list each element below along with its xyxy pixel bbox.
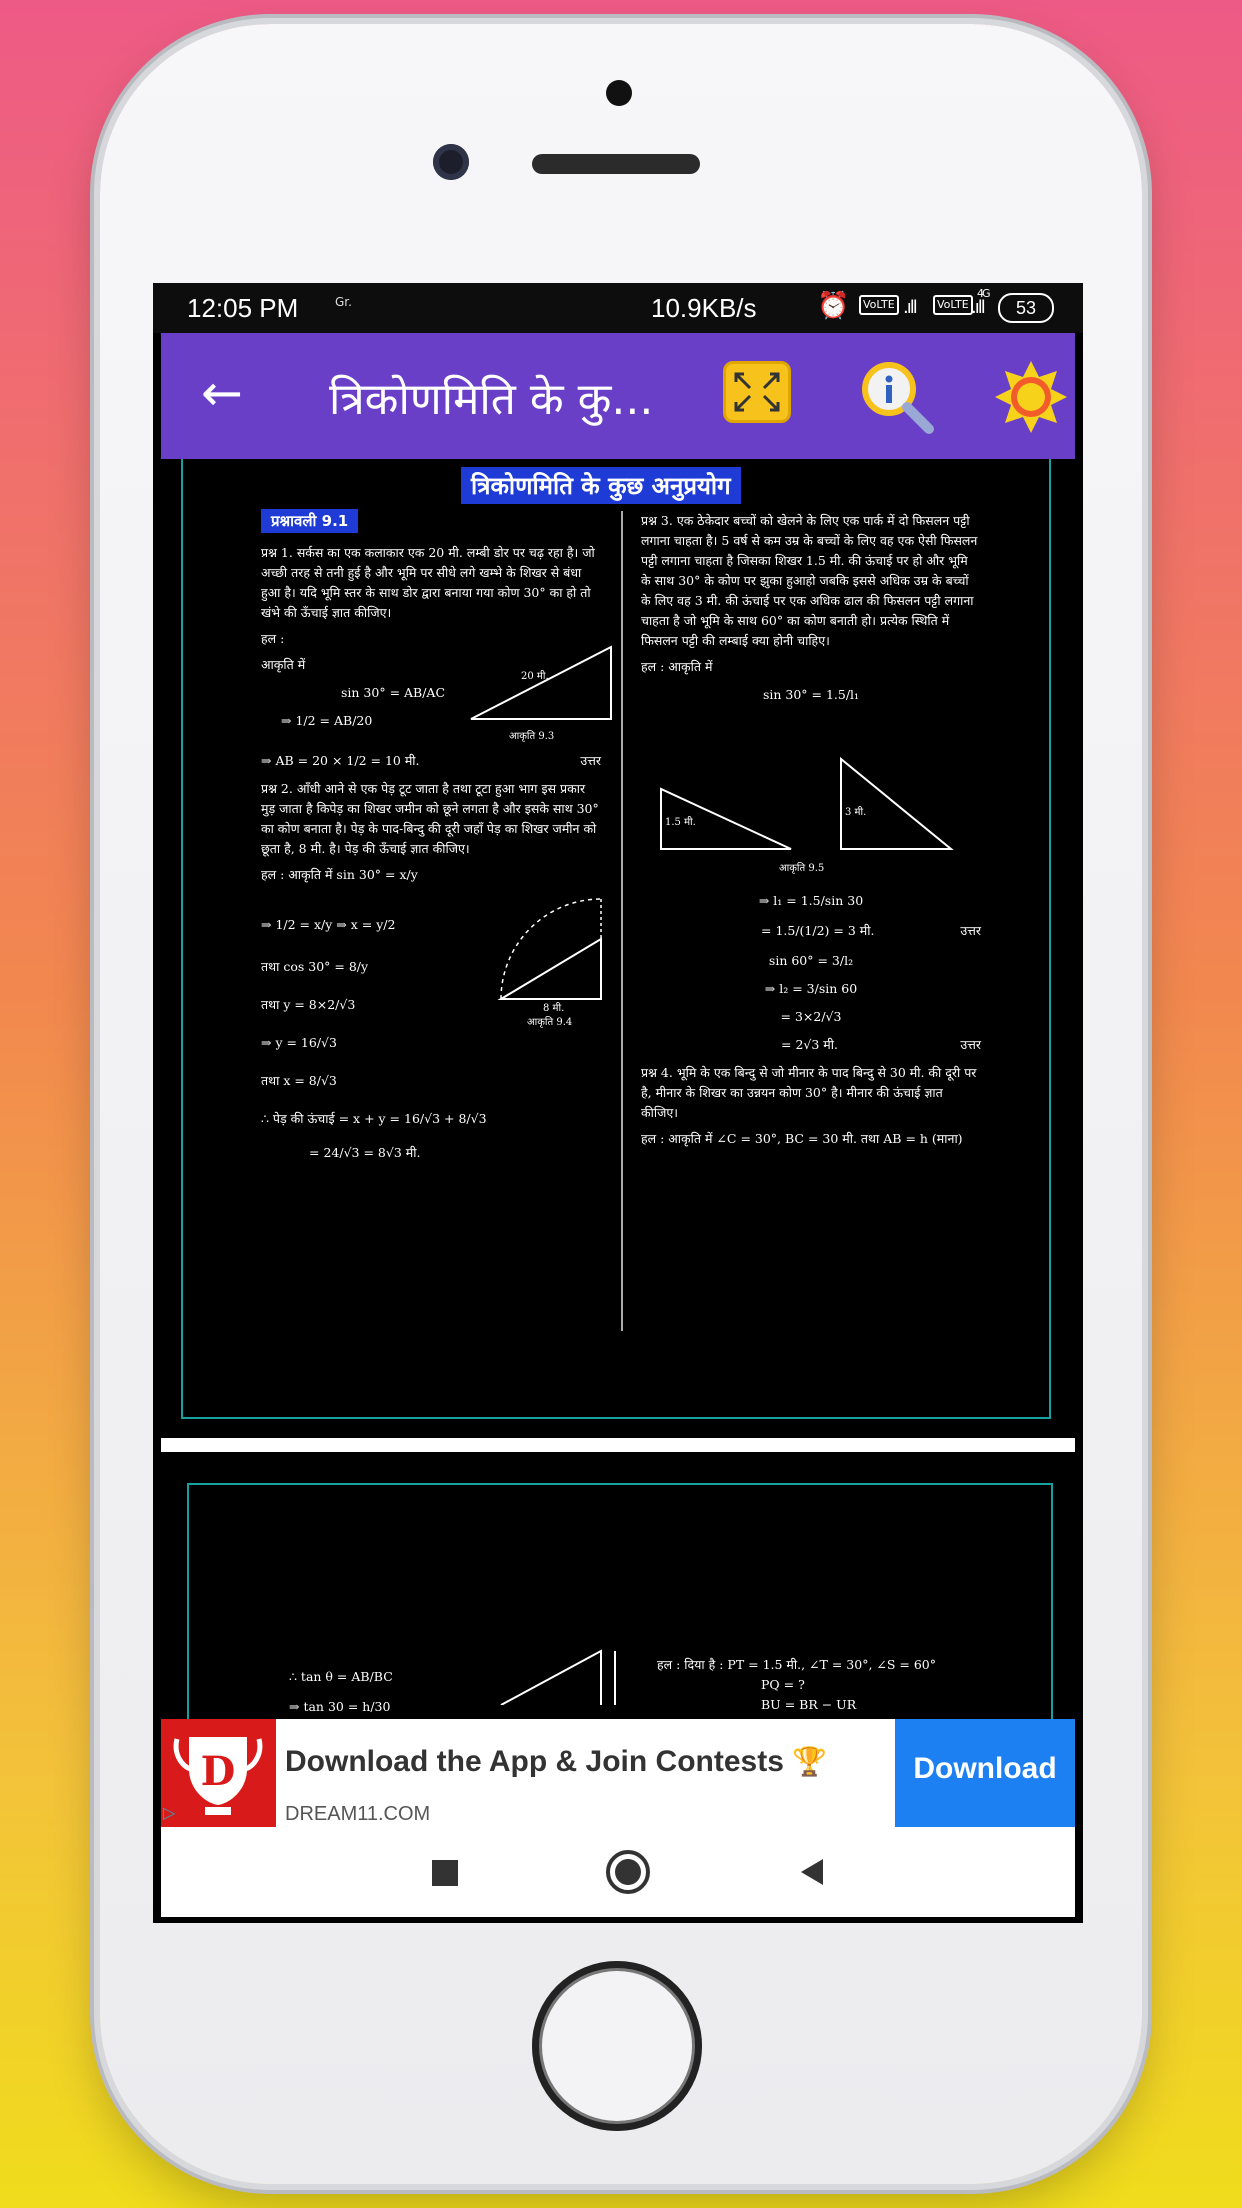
network-speed: 10.9KB/s xyxy=(651,293,757,323)
app-bar xyxy=(161,333,1075,459)
question-3: प्रश्न 3. एक ठेकेदार बच्चों को खेलने के लिए एक पार्क में दो फिसलन पट्टी लगाना चाहता है। 5 वर्ष से कम उम्र के बच्चों के लिए वह एक ऐसी फिसलन पट्टी लगाना चाहता है जिसका शिखर 1.5 मी. की ऊंचाई पर हो और भूमि के साथ 30° के कोण पर झुका हुआहो जबकि इससे अधिक उम्र के बच्चों के लिए वह 3 मी. की ऊंचाई पर एक अधिक ढाल की फिसलन पट्टी लगाना चाहता है जो भूमि के साथ 60° का कोण बनाती हो। प्रत्येक स्थिति में फिसलन पट्टी की लम्बाई क्या होनी चाहिए। xyxy=(641,513,978,648)
status-bar xyxy=(153,283,1083,333)
equation xyxy=(641,1035,981,1055)
equation: sin 30° = AB/AC xyxy=(341,685,446,700)
equation: = 24/√3 = 8√3 मी. xyxy=(309,1145,421,1160)
ad-headline-text: Download the App & Join Contests xyxy=(285,1745,784,1778)
device-screen xyxy=(153,283,1083,1923)
figure-9-3 xyxy=(461,639,621,749)
exercise-heading: प्रश्नावली 9.1 xyxy=(261,509,358,533)
solution-text: हल : आकृति में ∠C = 30°, BC = 30 मी. तथा AB = h (माना) xyxy=(641,1131,963,1146)
adchoices-icon[interactable]: ▷ xyxy=(163,1803,176,1822)
answer-label: उत्तर xyxy=(580,753,601,768)
signal-icon-2: .ıll xyxy=(971,297,984,318)
info-search-icon[interactable] xyxy=(857,359,939,435)
equation xyxy=(261,751,601,771)
ad-domain: DREAM11.COM xyxy=(285,1803,431,1825)
equation: ∴ पेड़ की ऊंचाई = x + y = 16/√3 + 8/√3 xyxy=(261,1111,487,1126)
equation: तथा y = 8×2/√3 xyxy=(261,997,356,1012)
expand-icon[interactable] xyxy=(723,361,791,423)
fig93-caption: आकृति 9.3 xyxy=(509,731,555,742)
equation: PQ = ? xyxy=(761,1677,805,1692)
solution-text: हल : आकृति में sin 30° = x/y xyxy=(261,867,418,882)
equation-text: = 2√3 मी. xyxy=(781,1037,838,1052)
solution-text: हल : आकृति में xyxy=(641,659,713,674)
network-indicator: Gr. xyxy=(335,295,352,309)
chapter-title: त्रिकोणमिति के कुछ अनुप्रयोग xyxy=(461,467,741,504)
circle-home-icon[interactable] xyxy=(603,1847,653,1897)
equation: ⇒ 1/2 = x/y ⇒ x = y/2 xyxy=(261,917,396,932)
fig93-hyp-label: 20 मी. xyxy=(521,671,549,682)
front-camera xyxy=(433,144,469,180)
logo-letter: D xyxy=(200,1748,236,1795)
equation: ∴ tan θ = AB/BC xyxy=(289,1669,393,1684)
equation: तथा x = 8/√3 xyxy=(261,1073,337,1088)
equation: = 3×2/√3 xyxy=(780,1009,842,1024)
volte-badge-2: VoLTE xyxy=(933,295,973,315)
solution-label: हल : xyxy=(261,631,285,646)
ad-banner[interactable] xyxy=(161,1719,1075,1827)
sensor-dot xyxy=(606,80,632,106)
equation: ⇒ y = 16/√3 xyxy=(261,1035,337,1050)
trophy-icon: 🏆 xyxy=(792,1746,828,1777)
document-viewer[interactable] xyxy=(161,459,1075,1719)
home-hardware-button[interactable] xyxy=(532,1961,702,2131)
net-type: 4G xyxy=(977,287,989,300)
question-2: प्रश्न 2. आँधी आने से एक पेड़ टूट जाता है तथा टूटा हुआ भाग इस प्रकार मुड़ जाता है किपेड़ का शिखर जमीन को छूने लगता है और इसके साथ 30° का कोण बनाता है। पेड़ के पाद-बिन्दु की दूरी जहाँ पेड़ का शिखर जमीन को छूता है, 8 मी. है। पेड़ की ऊँचाई ज्ञात कीजिए। xyxy=(261,781,599,856)
page-title: त्रिकोणमिति के कु... xyxy=(329,374,654,425)
solution-text: हल : दिया है : PT = 1.5 मी., ∠T = 30°, ∠S = 60° xyxy=(657,1657,937,1672)
equation: ⇒ l₂ = 3/sin 60 xyxy=(764,981,858,996)
battery-indicator: 53 xyxy=(998,293,1054,323)
answer-label: उत्तर xyxy=(960,923,981,938)
page2-figure xyxy=(491,1645,621,1705)
figure-9-4 xyxy=(481,879,631,1029)
equation: ⇒ 1/2 = AB/20 xyxy=(281,713,373,728)
question-4: प्रश्न 4. भूमि के एक बिन्दु से जो मीनार के पाद बिन्दु से 30 मी. की दूरी पर है, मीनार के शिखर का उन्नयन कोण 30° है। मीनार की ऊंचाई ज्ञात कीजिए। xyxy=(641,1065,977,1120)
equation: BU = BR − UR xyxy=(761,1697,857,1712)
answer-label: उत्तर xyxy=(960,1037,981,1052)
signal-icon-1: .ıll xyxy=(903,297,916,318)
equation: तथा cos 30° = 8/y xyxy=(261,959,369,974)
equation xyxy=(641,921,981,941)
arrow-left-icon[interactable]: ← xyxy=(201,364,243,422)
figure-ref: आकृति में xyxy=(261,657,306,672)
page-separator xyxy=(161,1438,1075,1452)
left-column xyxy=(261,543,601,1171)
status-time: 12:05 PM xyxy=(187,293,299,323)
system-nav-bar xyxy=(161,1827,1075,1917)
fig95-h2-label: 3 मी. xyxy=(845,807,867,818)
equation: ⇒ tan 30 = h/30 xyxy=(289,1699,391,1714)
equation-text: = 1.5/(1/2) = 3 मी. xyxy=(761,923,875,938)
triangle-back-icon[interactable] xyxy=(787,1847,837,1897)
square-icon[interactable] xyxy=(419,1847,469,1897)
figure-9-5 xyxy=(651,749,981,879)
ad-headline xyxy=(285,1745,827,1779)
question-1: प्रश्न 1. सर्कस का एक कलाकार एक 20 मी. लम्बी डोर पर चढ़ रहा है। जो अच्छी तरह से तनी हुई है और भूमि पर सीधे लगे खम्भे के शिखर से बंधा हुआ है। यदि भूमि स्तर के साथ डोर द्वारा बनाया गया कोण 30° का हो तो खंभे की ऊँचाई ज्ञात कीजिए। xyxy=(261,545,595,620)
sun-icon[interactable] xyxy=(993,359,1069,435)
earpiece-speaker xyxy=(532,154,700,174)
fig94-caption: आकृति 9.4 xyxy=(527,1017,573,1028)
download-button[interactable]: Download xyxy=(895,1719,1075,1827)
alarm-icon: ⏰ xyxy=(817,291,850,321)
fig95-caption: आकृति 9.5 xyxy=(779,863,825,874)
equation: ⇒ l₁ = 1.5/sin 30 xyxy=(758,893,864,908)
equation: sin 30° = 1.5/l₁ xyxy=(762,687,860,702)
equation-text: ⇒ AB = 20 × 1/2 = 10 मी. xyxy=(261,753,420,768)
volte-badge-1: VoLTE xyxy=(859,295,899,315)
fig95-h1-label: 1.5 मी. xyxy=(665,817,696,828)
fig94-base-label: 8 मी. xyxy=(543,1003,565,1014)
equation: sin 60° = 3/l₂ xyxy=(768,953,854,968)
